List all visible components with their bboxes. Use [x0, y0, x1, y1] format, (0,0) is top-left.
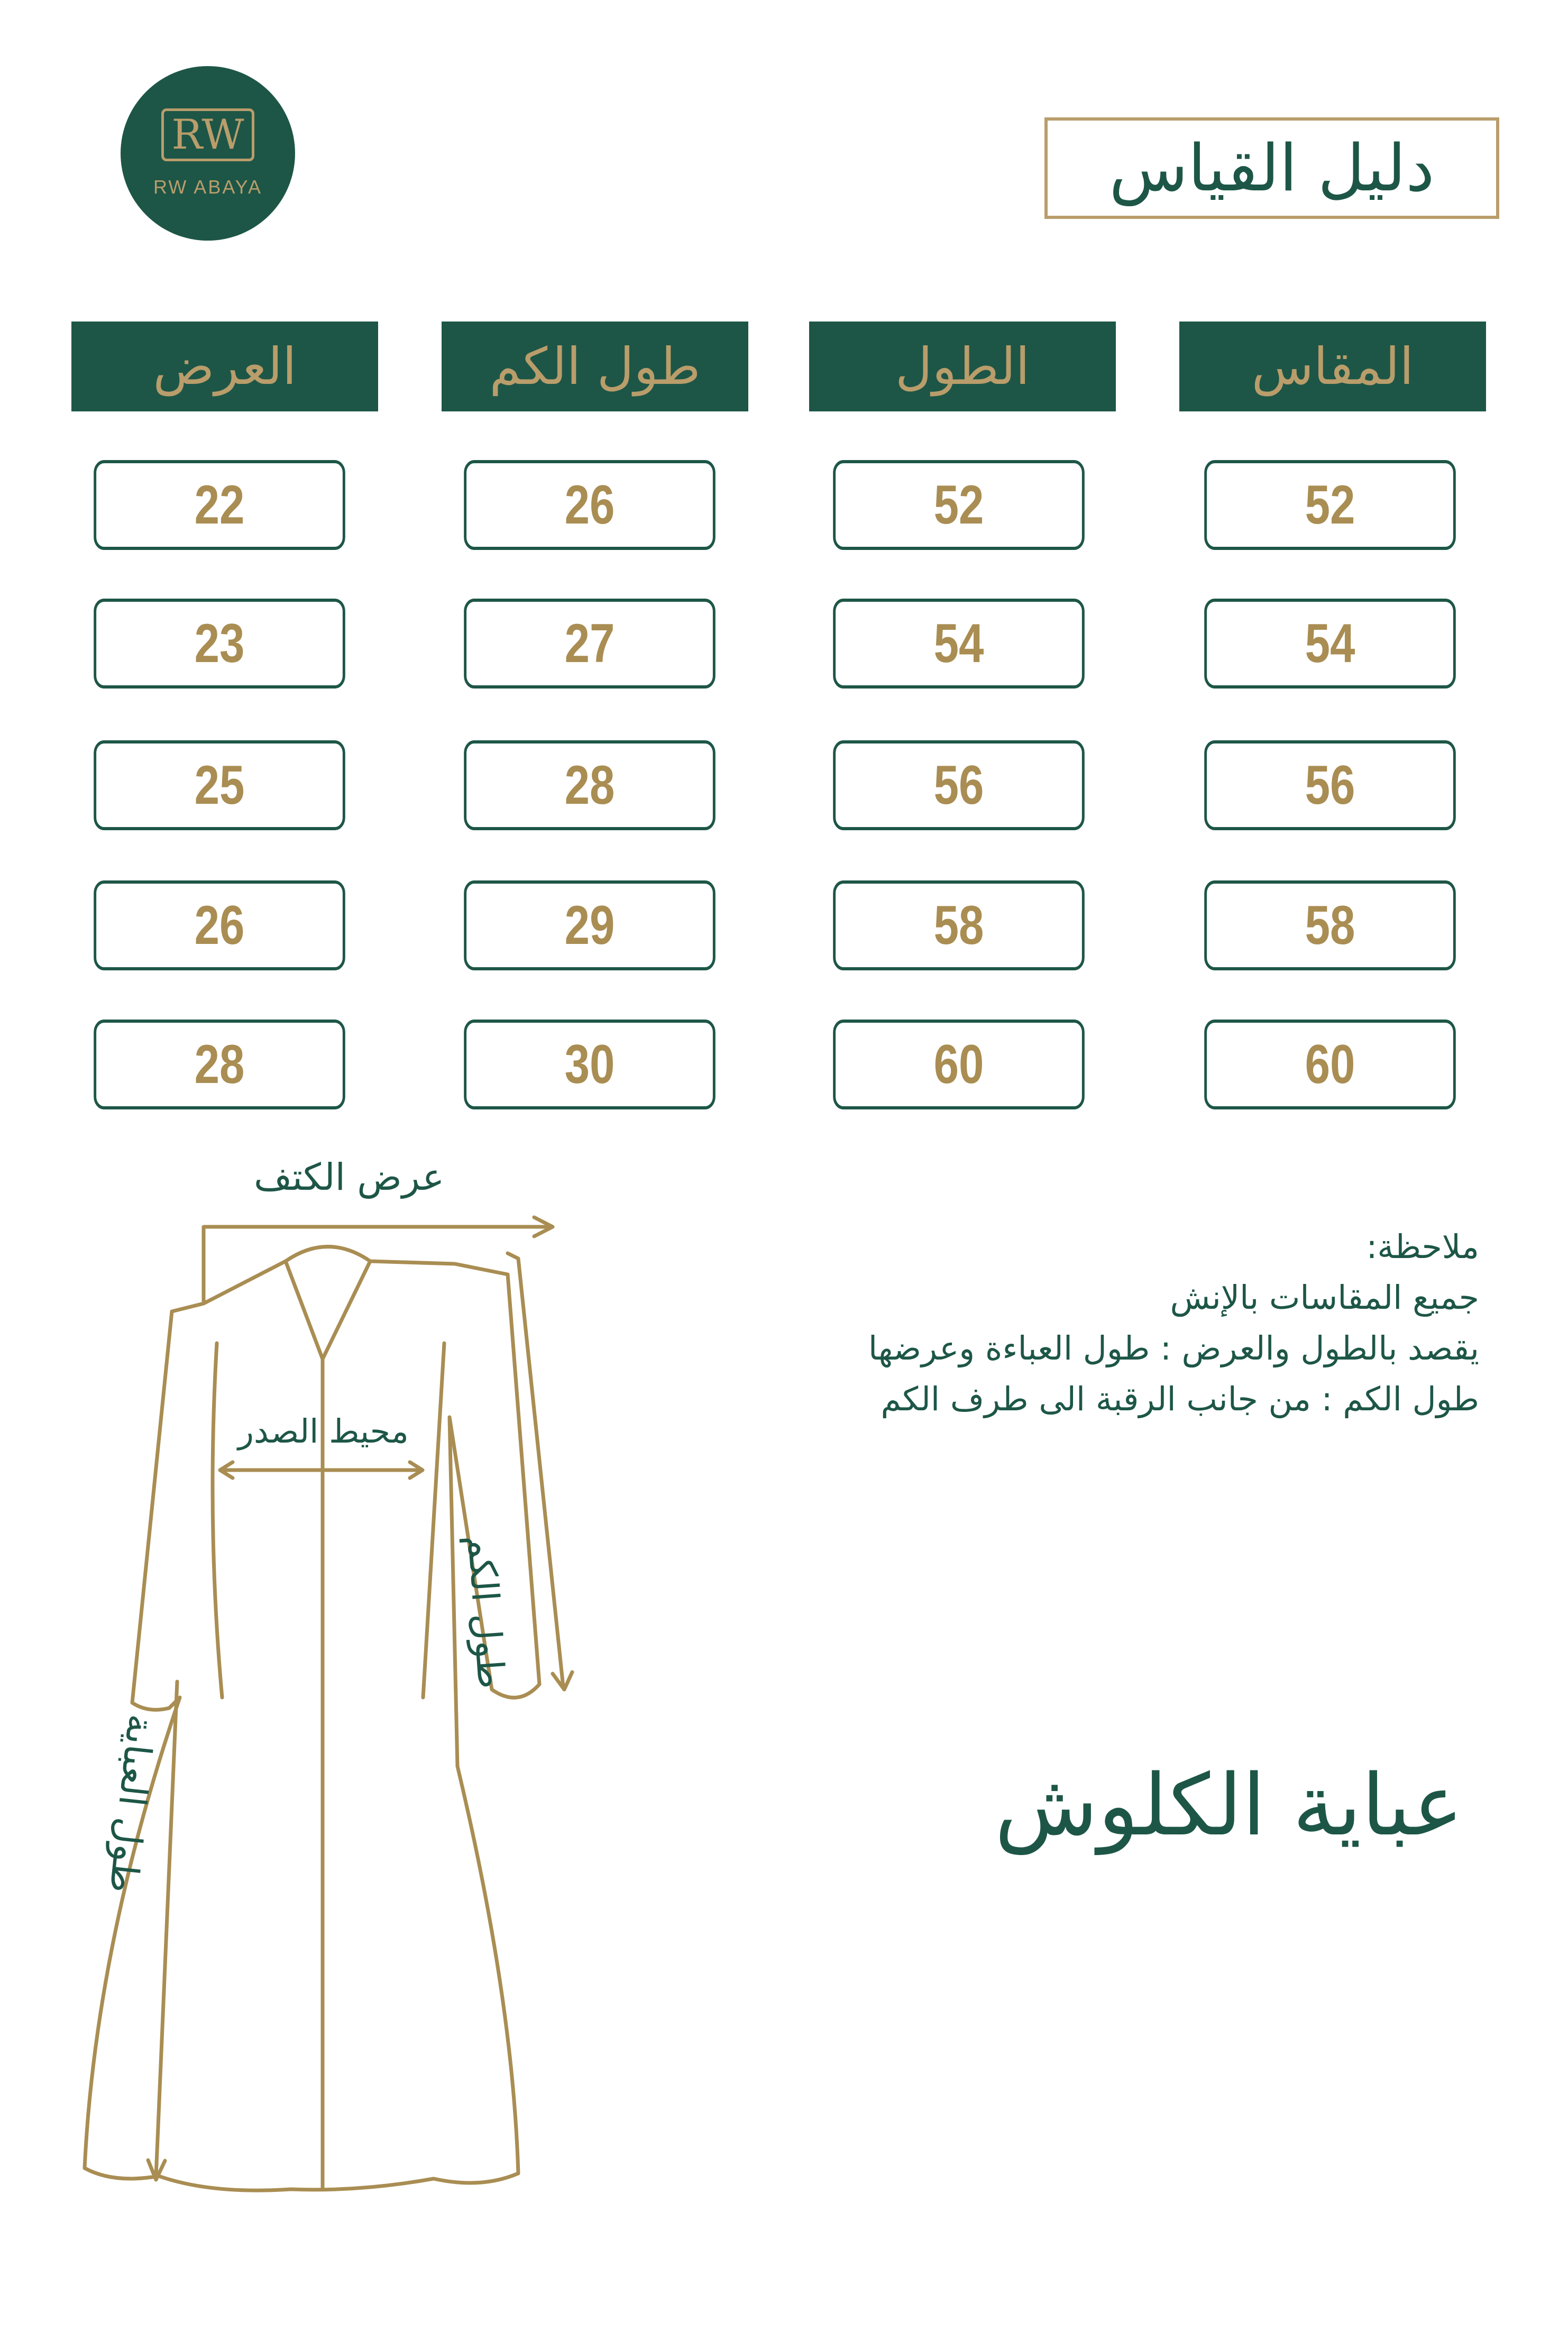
- cell-sleeve: 26: [464, 460, 716, 550]
- cell-width: 23: [94, 599, 345, 689]
- logo-text: RW ABAYA: [153, 176, 263, 198]
- cell-width: 25: [94, 740, 345, 830]
- cell-width: 28: [94, 1020, 345, 1109]
- notes-heading: ملاحظة:: [1366, 1227, 1479, 1266]
- cell-size: 56: [1204, 740, 1456, 830]
- logo-monogram: RW: [161, 108, 254, 161]
- cell-length: 52: [833, 460, 1085, 550]
- abaya-diagram: [63, 1153, 624, 2253]
- cell-sleeve: 27: [464, 599, 716, 689]
- label-chest: محيط الصدر: [238, 1412, 409, 1451]
- header-sleeve: طول الكم: [442, 322, 748, 411]
- cell-width: 22: [94, 460, 345, 550]
- notes-line: جميع المقاسات بالإنش: [1170, 1278, 1479, 1317]
- label-abaya-length: طول العباية: [101, 1712, 163, 1895]
- cell-size: 60: [1204, 1020, 1456, 1109]
- product-name: عباية الكلوش: [994, 1756, 1463, 1855]
- cell-width: 26: [94, 880, 345, 970]
- cell-size: 58: [1204, 880, 1456, 970]
- cell-sleeve: 30: [464, 1020, 716, 1109]
- cell-length: 56: [833, 740, 1085, 830]
- notes-block: [580, 1222, 1479, 1425]
- header-size: المقاس: [1179, 322, 1486, 411]
- abaya-outline-illustration: [63, 1153, 624, 2253]
- cell-sleeve: 28: [464, 740, 716, 830]
- label-shoulder-width: عرض الكتف: [254, 1155, 445, 1199]
- cell-length: 60: [833, 1020, 1085, 1109]
- header-width: العرض: [71, 322, 378, 411]
- cell-length: 58: [833, 880, 1085, 970]
- label-sleeve-length: طول الكم: [459, 1534, 514, 1691]
- header-length: الطول: [809, 322, 1116, 411]
- notes-line: طول الكم : من جانب الرقبة الى طرف الكم: [881, 1380, 1479, 1418]
- notes-line: يقصد بالطول والعرض : طول العباءة وعرضها: [868, 1329, 1479, 1367]
- cell-size: 54: [1204, 599, 1456, 689]
- cell-sleeve: 29: [464, 880, 716, 970]
- cell-size: 52: [1204, 460, 1456, 550]
- cell-length: 54: [833, 599, 1085, 689]
- brand-logo: [121, 66, 295, 241]
- page-title: دليل القياس: [1044, 117, 1499, 219]
